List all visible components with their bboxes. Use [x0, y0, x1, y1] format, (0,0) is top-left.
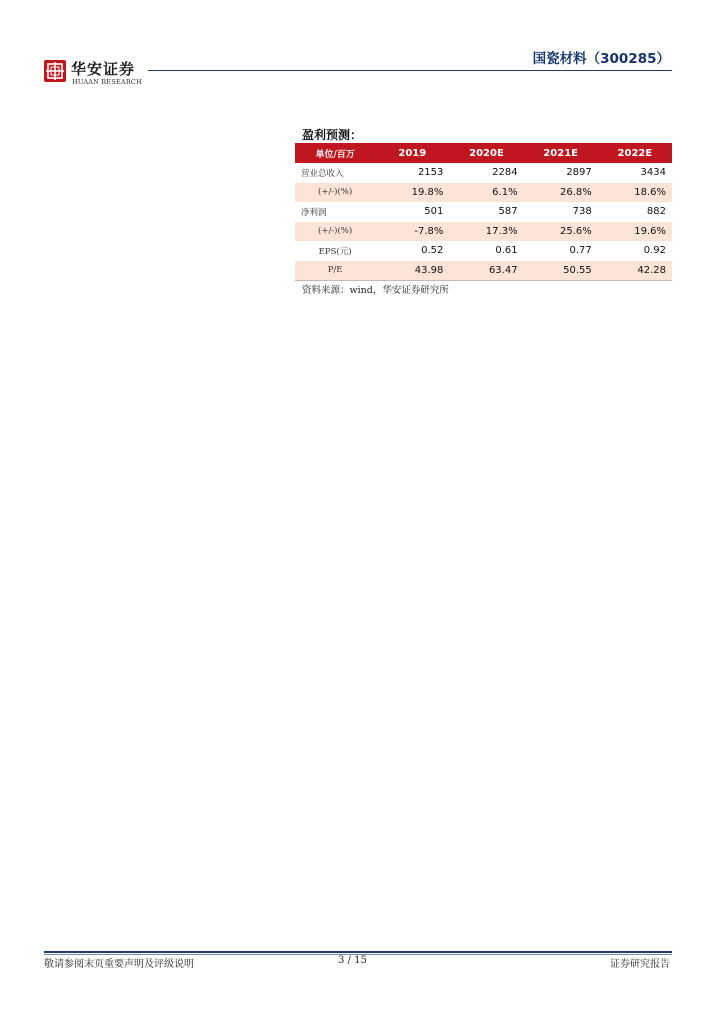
row-label-revenue-growth: (+/-)(%)	[295, 183, 375, 203]
table-cell: 6.1%	[449, 183, 523, 203]
data-source-note: 资料来源：wind，华安证券研究所	[302, 285, 449, 296]
column-header-2021e: 2021E	[524, 143, 598, 163]
row-label-eps: EPS(元)	[318, 246, 352, 257]
table-cell: 2897	[566, 167, 592, 179]
column-header-2022e: 2022E	[598, 143, 672, 163]
table-cell: 0.61	[495, 245, 518, 257]
column-header-2020e: 2020E	[449, 143, 523, 163]
table-cell: 17.3%	[449, 222, 523, 242]
page-number: 3 / 15	[338, 955, 367, 966]
table-row	[295, 183, 672, 203]
table-cell: 501	[424, 206, 444, 218]
table-cell: 42.28	[598, 261, 672, 281]
table-cell: 19.6%	[598, 222, 672, 242]
table-cell: -7.8%	[375, 222, 449, 242]
forecast-title: 盈利预测：	[302, 128, 363, 142]
table-cell: 0.52	[421, 245, 444, 257]
table-cell: 18.6%	[598, 183, 672, 203]
table-cell: 3434	[640, 167, 666, 179]
table-cell: 587	[498, 206, 518, 218]
table-row	[295, 241, 672, 261]
report-title: 国瓷材料（300285）	[532, 51, 670, 67]
footer-disclaimer: 敬请参阅末页重要声明及评级说明	[44, 959, 194, 970]
earnings-forecast-table	[295, 143, 672, 281]
logo-chinese-name: 华安证券	[71, 60, 136, 78]
table-row	[295, 202, 672, 222]
table-cell: 882	[646, 206, 666, 218]
table-cell: 738	[572, 206, 592, 218]
table-cell: 0.77	[569, 245, 592, 257]
logo-english-name: HUAAN RESEARCH	[72, 78, 142, 86]
table-cell: 19.8%	[375, 183, 449, 203]
table-cell: 0.92	[643, 245, 666, 257]
table-cell: 26.8%	[524, 183, 598, 203]
column-header-2019: 2019	[375, 143, 449, 163]
table-row	[295, 261, 672, 281]
column-header-unit: 单位/百万	[295, 143, 375, 163]
table-cell: 43.98	[375, 261, 449, 281]
row-label-net-profit: 净利润	[301, 207, 327, 218]
row-label-profit-growth: (+/-)(%)	[295, 222, 375, 242]
row-label-revenue: 营业总收入	[301, 168, 344, 179]
footer-report-type: 证券研究报告	[610, 959, 670, 970]
table-cell: 50.55	[524, 261, 598, 281]
table-cell: 63.47	[449, 261, 523, 281]
header-divider	[148, 70, 672, 71]
table-cell: 2153	[417, 167, 444, 179]
table-cell: 2284	[492, 167, 518, 179]
logo-mark-icon	[44, 60, 66, 82]
company-logo	[44, 58, 144, 88]
table-cell: 25.6%	[524, 222, 598, 242]
footer-divider	[44, 951, 672, 953]
table-row	[295, 163, 672, 183]
table-header-row	[295, 143, 672, 163]
row-label-pe: P/E	[295, 261, 375, 281]
table-row	[295, 222, 672, 242]
